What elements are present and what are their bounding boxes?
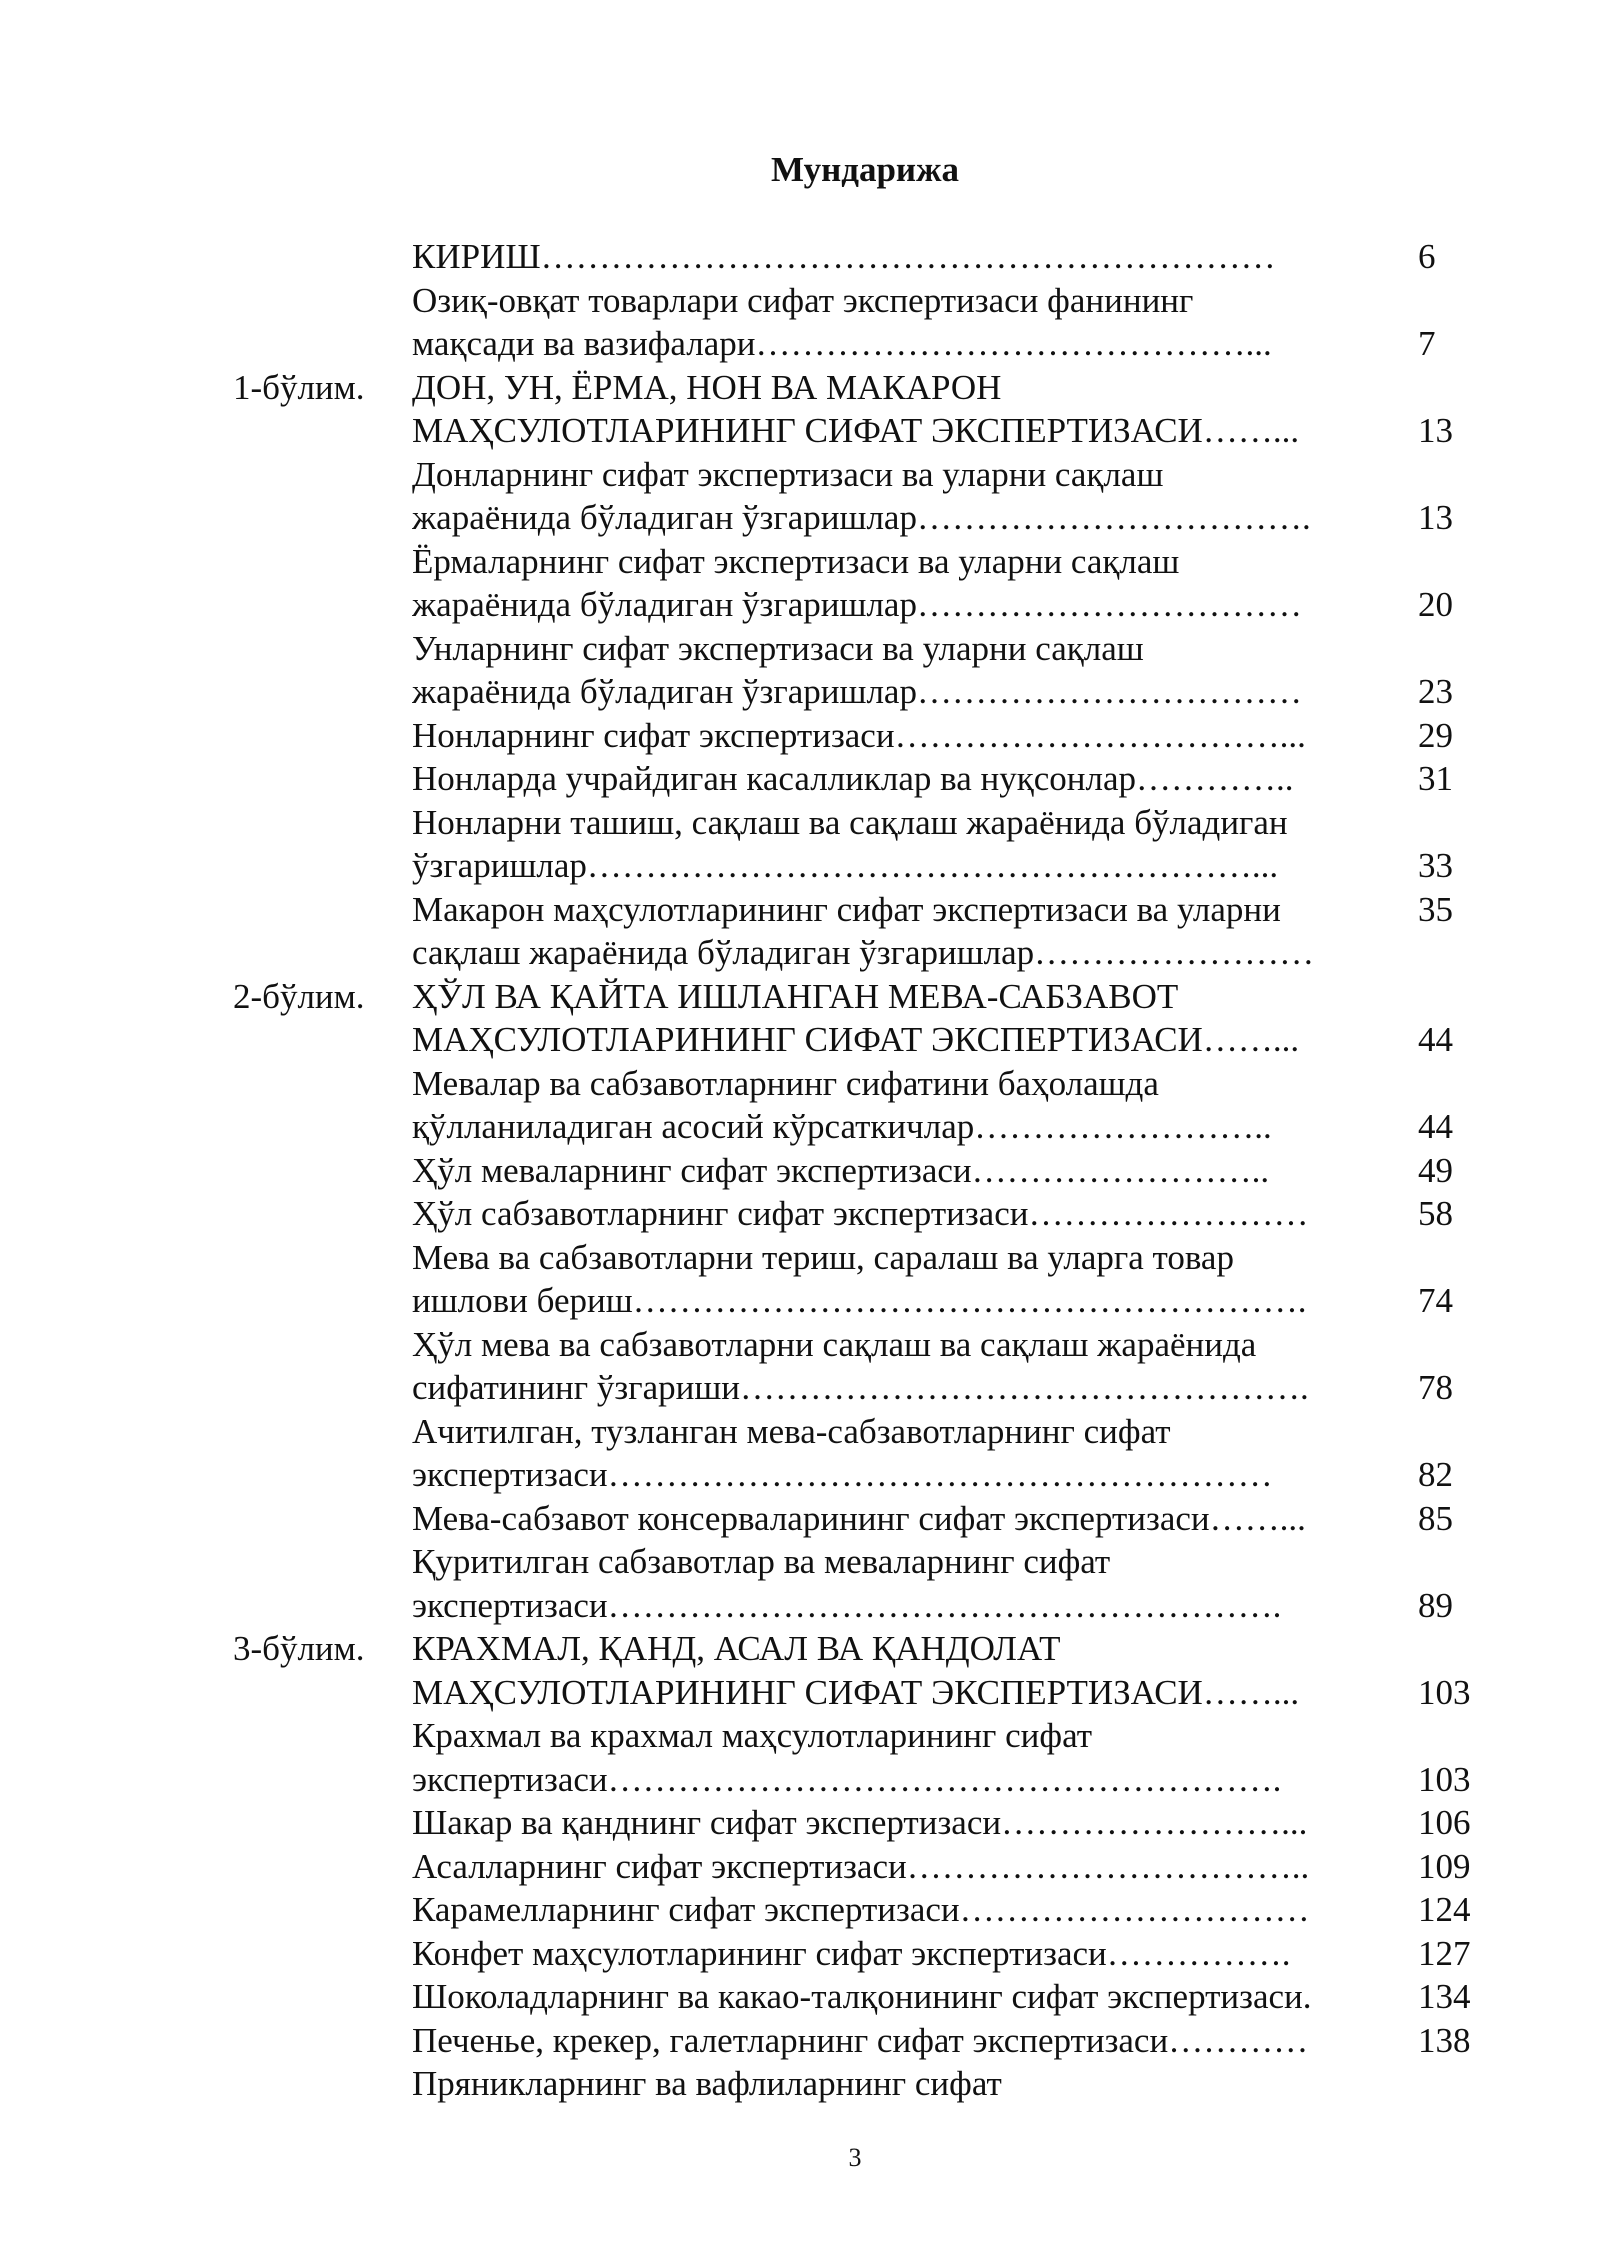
toc-entry <box>0 1932 1600 1976</box>
toc-entry <box>0 975 1600 1062</box>
toc-section-label: 3-бўлим. <box>233 1629 365 1668</box>
toc-entry-title <box>412 2062 1392 2106</box>
toc-entry-line: Ёрмаларнинг сифат экспертизаси ва уларни сақлаш <box>412 541 1180 581</box>
toc-entry-title <box>412 1845 1392 1889</box>
toc-entry-line: экспертизаси…………………………………………………. <box>412 1759 1282 1799</box>
toc-entry <box>0 1497 1600 1541</box>
toc-page-number: 7 <box>1418 324 1436 363</box>
toc-entry <box>0 1192 1600 1236</box>
toc-entry-title <box>412 1714 1392 1801</box>
toc-entry-line: Асалларнинг сифат экспертизаси…………………………….. <box>412 1846 1310 1886</box>
toc-page-number: 31 <box>1418 759 1453 798</box>
toc-entry-line: Озиқ-овқат товарлари сифат экспертизаси фанининг <box>412 280 1194 320</box>
toc-entry <box>0 714 1600 758</box>
toc-entry <box>0 1714 1600 1801</box>
toc-page-number: 74 <box>1418 1281 1453 1320</box>
toc-entry <box>0 1323 1600 1410</box>
toc-entry <box>0 366 1600 453</box>
toc-entry-line: Макарон маҳсулотларининг сифат экспертизаси ва уларни <box>412 889 1281 929</box>
toc-page-number: 13 <box>1418 411 1453 450</box>
toc-entry-line: Пряникларнинг ва вафлиларнинг сифат <box>412 2064 1002 2103</box>
toc-entry <box>0 1410 1600 1497</box>
table-of-contents <box>0 235 1600 2106</box>
toc-entry-title <box>412 714 1392 758</box>
toc-entry-line: сифатининг ўзгариши…………………………………………. <box>412 1368 1309 1407</box>
toc-section-label: 1-бўлим. <box>233 367 365 407</box>
toc-entry <box>0 1236 1600 1323</box>
toc-entry-title <box>412 801 1392 888</box>
toc-entry-title <box>412 366 1392 453</box>
toc-page-number: 127 <box>1418 1933 1471 1973</box>
toc-entry-line: Унларнинг сифат экспертизаси ва уларни сақлаш <box>412 628 1144 668</box>
toc-entry <box>0 453 1600 540</box>
toc-entry-title <box>412 1236 1392 1323</box>
toc-entry-line: ДОН, УН, ЁРМА, НОН ВА МАКАРОН <box>412 367 1002 407</box>
toc-entry <box>0 279 1600 366</box>
toc-page-number: 44 <box>1418 1020 1453 1059</box>
toc-page-number: 13 <box>1418 498 1453 537</box>
toc-entry-line: экспертизаси…………………………………………………. <box>412 1585 1282 1625</box>
toc-entry-line: Нонларни ташиш, сақлаш ва сақлаш жараёнида бўладиган <box>412 802 1288 842</box>
toc-entry <box>0 888 1600 975</box>
toc-entry <box>0 540 1600 627</box>
toc-page-number: 6 <box>1418 237 1436 276</box>
toc-entry-line: МАҲСУЛОТЛАРИНИНГ СИФАТ ЭКСПЕРТИЗАСИ……... <box>412 1020 1300 1059</box>
toc-entry-line: КИРИШ……………………………………………………… <box>412 237 1276 276</box>
toc-page-number: 23 <box>1418 672 1453 711</box>
toc-entry-line: Қуритилган сабзавотлар ва меваларнинг сифат <box>412 1542 1111 1581</box>
toc-entry-line: МАҲСУЛОТЛАРИНИНГ СИФАТ ЭКСПЕРТИЗАСИ……... <box>412 1672 1300 1712</box>
toc-entry <box>0 235 1600 279</box>
toc-entry-line: Ҳўл мева ва сабзавотларни сақлаш ва сақлаш жараёнида <box>412 1324 1257 1364</box>
toc-entry-line: Мева ва сабзавотларни териш, саралаш ва уларга товар <box>412 1237 1234 1277</box>
toc-page-number: 82 <box>1418 1455 1453 1494</box>
toc-entry-line: Конфет маҳсулотларининг сифат экспертизаси……………. <box>412 1933 1291 1973</box>
toc-entry-line: қўлланиладиган асосий кўрсаткичлар…………………….. <box>412 1107 1272 1146</box>
toc-entry-line: Ҳўл сабзавотларнинг сифат экспертизаси…………………… <box>412 1194 1309 1233</box>
toc-entry <box>0 1845 1600 1889</box>
toc-page-number: 78 <box>1418 1368 1453 1407</box>
toc-entry <box>0 2019 1600 2063</box>
toc-entry-line: ишлови бериш…………………………………………………. <box>412 1281 1307 1320</box>
toc-entry-line: экспертизаси………………………………………………… <box>412 1455 1273 1494</box>
toc-entry <box>0 1149 1600 1193</box>
toc-entry-line: ўзгаришлар…………………………………………………... <box>412 846 1279 885</box>
toc-page-number: 49 <box>1418 1150 1453 1190</box>
toc-page-number: 89 <box>1418 1585 1453 1625</box>
toc-entry <box>0 1888 1600 1932</box>
toc-entry-title <box>412 1540 1392 1627</box>
toc-entry-line: Шакар ва қанднинг сифат экспертизаси……………………... <box>412 1803 1308 1842</box>
toc-page-number: 35 <box>1418 889 1453 929</box>
toc-entry-title <box>412 757 1392 801</box>
toc-entry-line: сақлаш жараёнида бўладиган ўзгаришлар…………………… <box>412 933 1315 972</box>
toc-entry-title <box>412 1801 1392 1845</box>
toc-page-number: 20 <box>1418 585 1453 624</box>
toc-entry-title <box>412 1062 1392 1149</box>
toc-entry-line: КРАХМАЛ, ҚАНД, АСАЛ ВА ҚАНДОЛАТ <box>412 1629 1061 1668</box>
toc-entry-title <box>412 888 1392 975</box>
toc-entry-line: МАҲСУЛОТЛАРИНИНГ СИФАТ ЭКСПЕРТИЗАСИ……... <box>412 411 1300 450</box>
toc-entry-line: Мевалар ва сабзавотларнинг сифатини баҳолашда <box>412 1063 1159 1103</box>
toc-entry-title <box>412 453 1392 540</box>
toc-entry-line: Карамелларнинг сифат экспертизаси………………………… <box>412 1890 1310 1929</box>
toc-entry-line: жараёнида бўладиган ўзгаришлар…………………………… <box>412 672 1302 711</box>
toc-page-number: 134 <box>1418 1977 1471 2016</box>
toc-entry-title <box>412 1627 1392 1714</box>
toc-page-number: 58 <box>1418 1194 1453 1233</box>
toc-entry-title <box>412 279 1392 366</box>
toc-page-number: 124 <box>1418 1890 1471 1929</box>
toc-entry-line: Донларнинг сифат экспертизаси ва уларни сақлаш <box>412 454 1164 494</box>
toc-entry-line: Крахмал ва крахмал маҳсулотларининг сифат <box>412 1716 1093 1755</box>
toc-entry <box>0 2062 1600 2106</box>
toc-entry-line: мақсади ва вазифалари……………………………………... <box>412 324 1272 363</box>
toc-entry-title <box>412 1323 1392 1410</box>
toc-entry-title <box>412 540 1392 627</box>
toc-page-number: 106 <box>1418 1803 1471 1842</box>
toc-entry-title <box>412 975 1392 1062</box>
toc-entry-title <box>412 1192 1392 1236</box>
toc-entry-line: Ҳўл меваларнинг сифат экспертизаси…………………….. <box>412 1150 1270 1190</box>
toc-entry-line: Ачитилган, тузланган мева-сабзавотларнинг сифат <box>412 1411 1171 1451</box>
toc-entry-line: Нонларда учрайдиган касалликлар ва нуқсонлар………….. <box>412 759 1294 798</box>
toc-entry <box>0 1975 1600 2019</box>
toc-page-number: 33 <box>1418 846 1453 885</box>
toc-entry-line: жараёнида бўладиган ўзгаришлар……………………………. <box>412 498 1311 537</box>
toc-entry-title <box>412 1497 1392 1541</box>
toc-entry <box>0 1627 1600 1714</box>
toc-entry-title <box>412 1975 1392 2019</box>
toc-entry-title <box>412 1149 1392 1193</box>
toc-entry <box>0 801 1600 888</box>
toc-entry <box>0 1062 1600 1149</box>
toc-entry-title <box>412 1410 1392 1497</box>
toc-entry-title <box>412 1932 1392 1976</box>
toc-page-number: 103 <box>1418 1672 1471 1712</box>
toc-entry-line: Шоколадларнинг ва какао-талқонининг сифат экспертизаси. <box>412 1977 1312 2016</box>
toc-page-number: 29 <box>1418 715 1453 755</box>
toc-page-number: 138 <box>1418 2020 1471 2060</box>
toc-entry-line: ҲЎЛ ВА ҚАЙТА ИШЛАНГАН МЕВА-САБЗАВОТ <box>412 976 1179 1016</box>
toc-entry-title <box>412 627 1392 714</box>
toc-entry-line: Мева-сабзавот консерваларининг сифат экспертизаси……... <box>412 1498 1306 1538</box>
toc-page-number: 103 <box>1418 1759 1471 1799</box>
page-title: Мундарижа <box>771 150 959 189</box>
toc-page-number: 109 <box>1418 1846 1471 1886</box>
toc-page-number: 44 <box>1418 1107 1453 1146</box>
toc-entry-title <box>412 1888 1392 1932</box>
toc-entry-title <box>412 2019 1392 2063</box>
toc-entry <box>0 1801 1600 1845</box>
toc-entry <box>0 757 1600 801</box>
toc-entry <box>0 1540 1600 1627</box>
toc-entry-line: жараёнида бўладиган ўзгаришлар…………………………… <box>412 585 1302 624</box>
toc-entry-line: Нонларнинг сифат экспертизаси……………………………... <box>412 715 1306 755</box>
page-number: 3 <box>848 2143 862 2172</box>
toc-section-label: 2-бўлим. <box>233 976 365 1016</box>
toc-entry-title <box>412 235 1392 279</box>
toc-page-number: 85 <box>1418 1498 1453 1538</box>
toc-entry <box>0 627 1600 714</box>
toc-entry-line: Печенье, крекер, галетларнинг сифат экспертизаси………… <box>412 2020 1309 2060</box>
